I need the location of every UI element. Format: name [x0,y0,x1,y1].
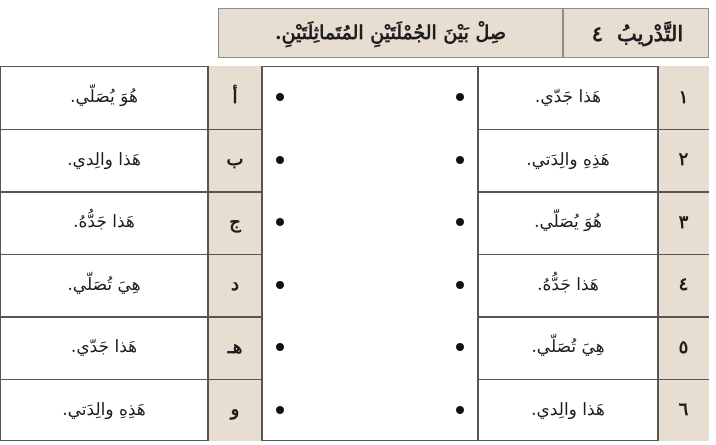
right-sentence: هَذِهِ والِدَتي. [526,149,610,170]
right-sentence: هَذا والِدي. [531,399,605,420]
right-connect-dot[interactable] [456,281,464,289]
item-number: ٣ [658,191,709,254]
item-number: ٦ [658,379,709,442]
exercise-label [566,8,709,58]
item-number: ١ [658,66,709,129]
right-sentence: هُوَ يُصَلّي. [534,212,602,233]
left-connect-dot[interactable] [276,156,284,164]
instruction-text: صِلْ بَيْنَ الجُمْلَتَيْنِ المُتَماثِلَتَيْنِ. [274,22,507,44]
option-letter: ج [208,191,262,254]
column-divider [477,66,479,441]
left-connect-dot[interactable] [276,281,284,289]
row-divider [0,254,262,256]
left-sentence: هَذا جَدُّهُ. [73,212,135,233]
right-connect-dot[interactable] [456,406,464,414]
item-number: ٢ [658,129,709,192]
item-number: ٥ [658,316,709,379]
left-sentence: هُوَ يُصَلّي. [70,87,138,108]
column-divider [261,66,263,441]
row-divider [478,129,709,131]
exercise-word: التَّدْريبُ [617,20,684,46]
row-divider [478,379,709,381]
right-connect-dot[interactable] [456,156,464,164]
left-sentence: هَذا والِدي. [67,149,141,170]
row-divider [478,316,709,318]
right-sentence: هَذا جَدّي. [534,87,602,108]
row-divider [0,191,262,193]
option-letter: و [208,379,262,442]
row-divider [478,191,709,193]
left-sentence: هَذِهِ والِدَتي. [62,399,146,420]
header-divider [562,8,564,58]
option-letter: د [208,254,262,317]
option-letter: أ [208,66,262,129]
row-divider [0,129,262,131]
row-divider [478,254,709,256]
row-divider [0,316,262,318]
option-letter: ب [208,129,262,192]
column-divider [657,66,659,441]
left-sentence: هِيَ تُصَلّي. [67,274,141,295]
option-letter: هـ [208,316,262,379]
left-connect-dot[interactable] [276,406,284,414]
right-sentence: هِيَ تُصَلّي. [531,337,605,358]
exercise-number: ٤ [591,20,604,46]
right-sentence: هَذا جَدُّهُ. [537,274,599,295]
row-divider [0,379,262,381]
item-number: ٤ [658,254,709,317]
column-divider [207,66,209,441]
left-sentence: هَذا جَدّي. [70,337,138,358]
